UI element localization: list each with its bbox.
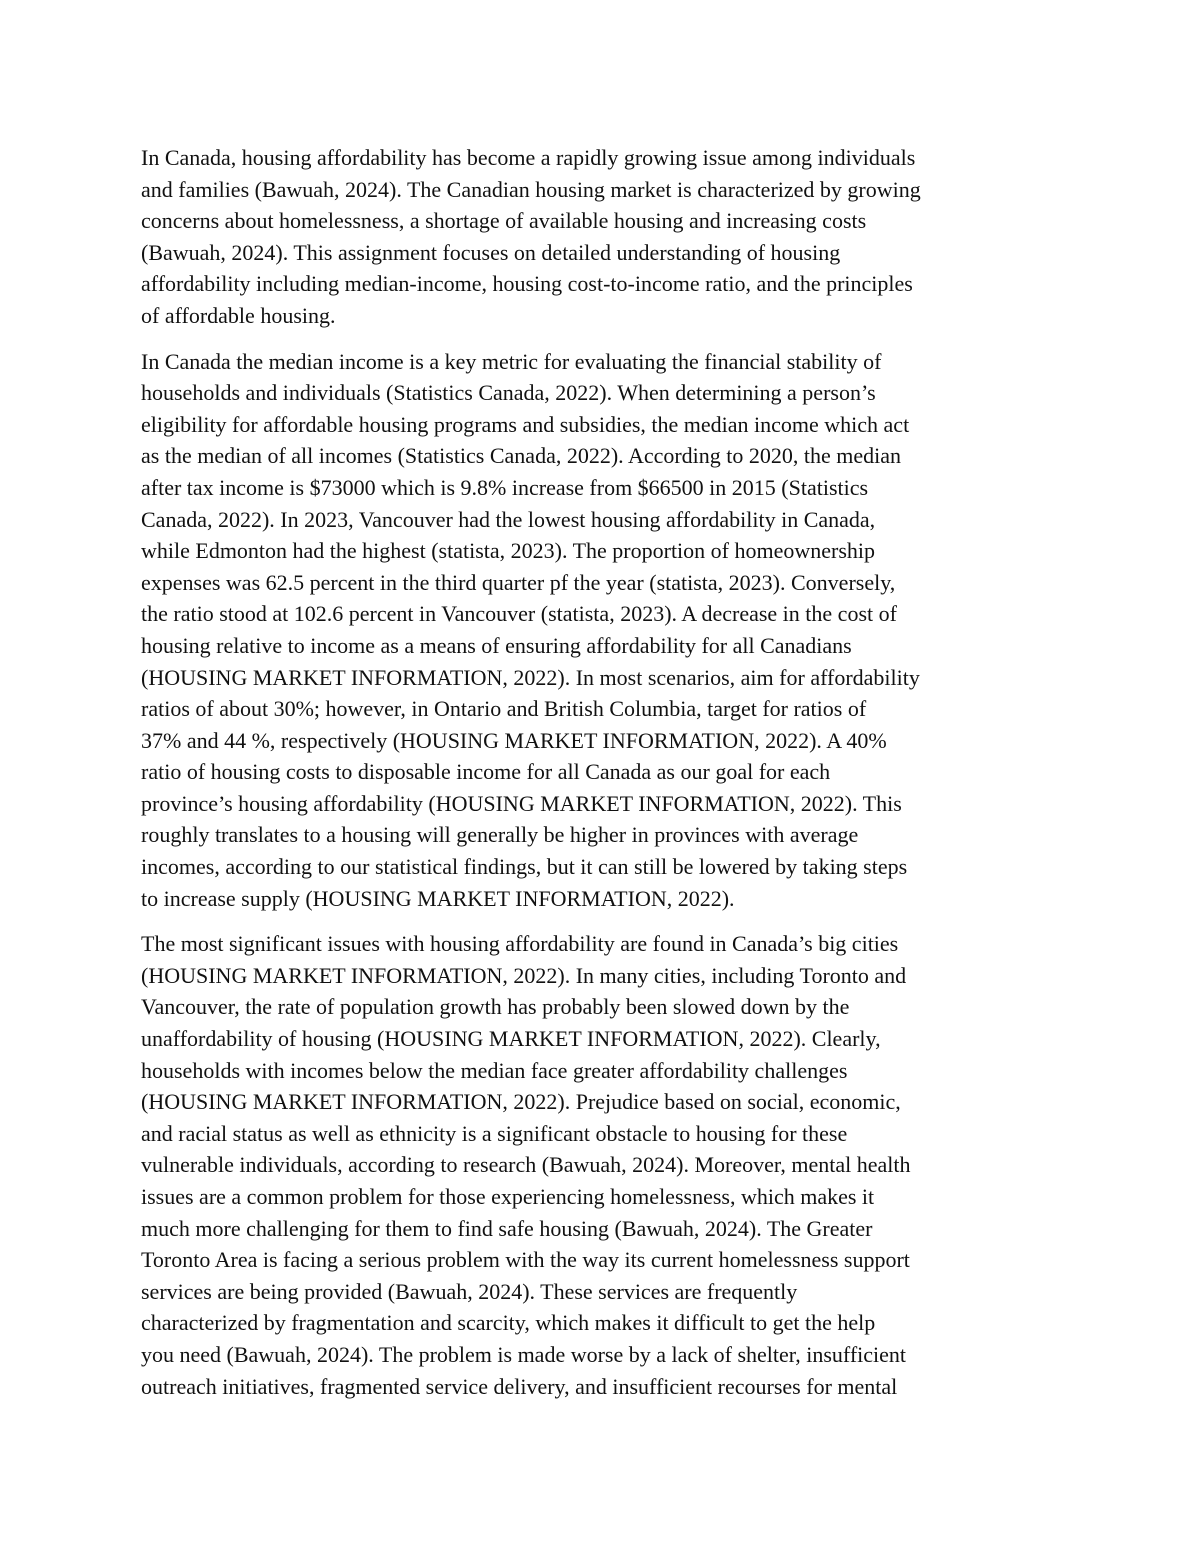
text-line: you need (Bawuah, 2024). The problem is made worse by a lack of shelter, insufficient — [141, 1341, 907, 1367]
paragraph-intro — [141, 142, 1066, 332]
text-line: households and individuals (Statistics Canada, 2022). When determining a person’s — [141, 380, 876, 406]
text-line: and racial status as well as ethnicity is a significant obstacle to housing for these — [141, 1120, 848, 1146]
text-line: ratio of housing costs to disposable income for all Canada as our goal for each — [141, 759, 831, 785]
text-line: outreach initiatives, fragmented service delivery, and insufficient recourses for mental — [141, 1373, 898, 1399]
text-line: (Bawuah, 2024). This assignment focuses on detailed understanding of housing — [141, 239, 841, 265]
document-body — [141, 142, 1066, 1416]
text-line: Toronto Area is facing a serious problem with the way its current homelessness support — [141, 1247, 910, 1273]
text-line: concerns about homelessness, a shortage of available housing and increasing costs — [141, 208, 867, 234]
text-line: The most significant issues with housing affordability are found in Canada’s big cities — [141, 931, 899, 957]
text-line: In Canada the median income is a key metric for evaluating the financial stability of — [141, 348, 882, 374]
text-line: roughly translates to a housing will generally be higher in provinces with average — [141, 822, 859, 848]
text-line: much more challenging for them to find safe housing (Bawuah, 2024). The Greater — [141, 1215, 873, 1241]
text-line: In Canada, housing affordability has become a rapidly growing issue among individuals — [141, 145, 916, 170]
text-line: housing relative to income as a means of ensuring affordability for all Canadians — [141, 632, 852, 658]
text-line: as the median of all incomes (Statistics Canada, 2022). According to 2020, the median — [141, 443, 902, 469]
text-line: services are being provided (Bawuah, 2024). These services are frequently — [141, 1278, 798, 1304]
text-line: (HOUSING MARKET INFORMATION, 2022). In most scenarios, aim for affordability — [141, 664, 920, 690]
text-line: Canada, 2022). In 2023, Vancouver had the lowest housing affordability in Canada, — [141, 506, 876, 532]
text-line: unaffordability of housing (HOUSING MARKET INFORMATION, 2022). Clearly, — [141, 1026, 881, 1052]
text-line: (HOUSING MARKET INFORMATION, 2022). In many cities, including Toronto and — [141, 962, 907, 988]
text-line: households with incomes below the median face greater affordability challenges — [141, 1057, 848, 1083]
text-line: affordability including median-income, housing cost-to-income ratio, and the principles — [141, 271, 913, 297]
text-line: expenses was 62.5 percent in the third quarter pf the year (statista, 2023). Conversely, — [141, 569, 896, 595]
text-line: vulnerable individuals, according to research (Bawuah, 2024). Moreover, mental health — [141, 1152, 911, 1178]
text-line: while Edmonton had the highest (statista, 2023). The proportion of homeownership — [141, 538, 876, 564]
text-line: province’s housing affordability (HOUSING MARKET INFORMATION, 2022). This — [141, 790, 902, 816]
text-line: characterized by fragmentation and scarcity, which makes it difficult to get the help — [141, 1310, 876, 1336]
text-line: incomes, according to our statistical findings, but it can still be lowered by taking steps — [141, 854, 908, 880]
text-line: (HOUSING MARKET INFORMATION, 2022). Prejudice based on social, economic, — [141, 1089, 901, 1115]
text-line: after tax income is $73000 which is 9.8% increase from $66500 in 2015 (Statistics — [141, 474, 869, 500]
text-line: Vancouver, the rate of population growth has probably been slowed down by the — [141, 994, 850, 1020]
text-line: issues are a common problem for those experiencing homelessness, which makes it — [141, 1184, 875, 1209]
paragraph-affordability-issues — [141, 928, 1066, 1402]
text-line: eligibility for affordable housing programs and subsidies, the median income which act — [141, 411, 910, 437]
paragraph-median-income — [141, 346, 1066, 915]
text-line: ratios of about 30%; however, in Ontario and British Columbia, target for ratios of — [141, 696, 867, 722]
text-line: to increase supply (HOUSING MARKET INFORMATION, 2022). — [141, 885, 735, 911]
text-line: of affordable housing. — [141, 302, 336, 328]
text-line: and families (Bawuah, 2024). The Canadian housing market is characterized by growing — [141, 176, 921, 202]
text-line: 37% and 44 %, respectively (HOUSING MARKET INFORMATION, 2022). A 40% — [141, 727, 887, 753]
text-line: the ratio stood at 102.6 percent in Vancouver (statista, 2023). A decrease in the cost of — [141, 601, 897, 627]
